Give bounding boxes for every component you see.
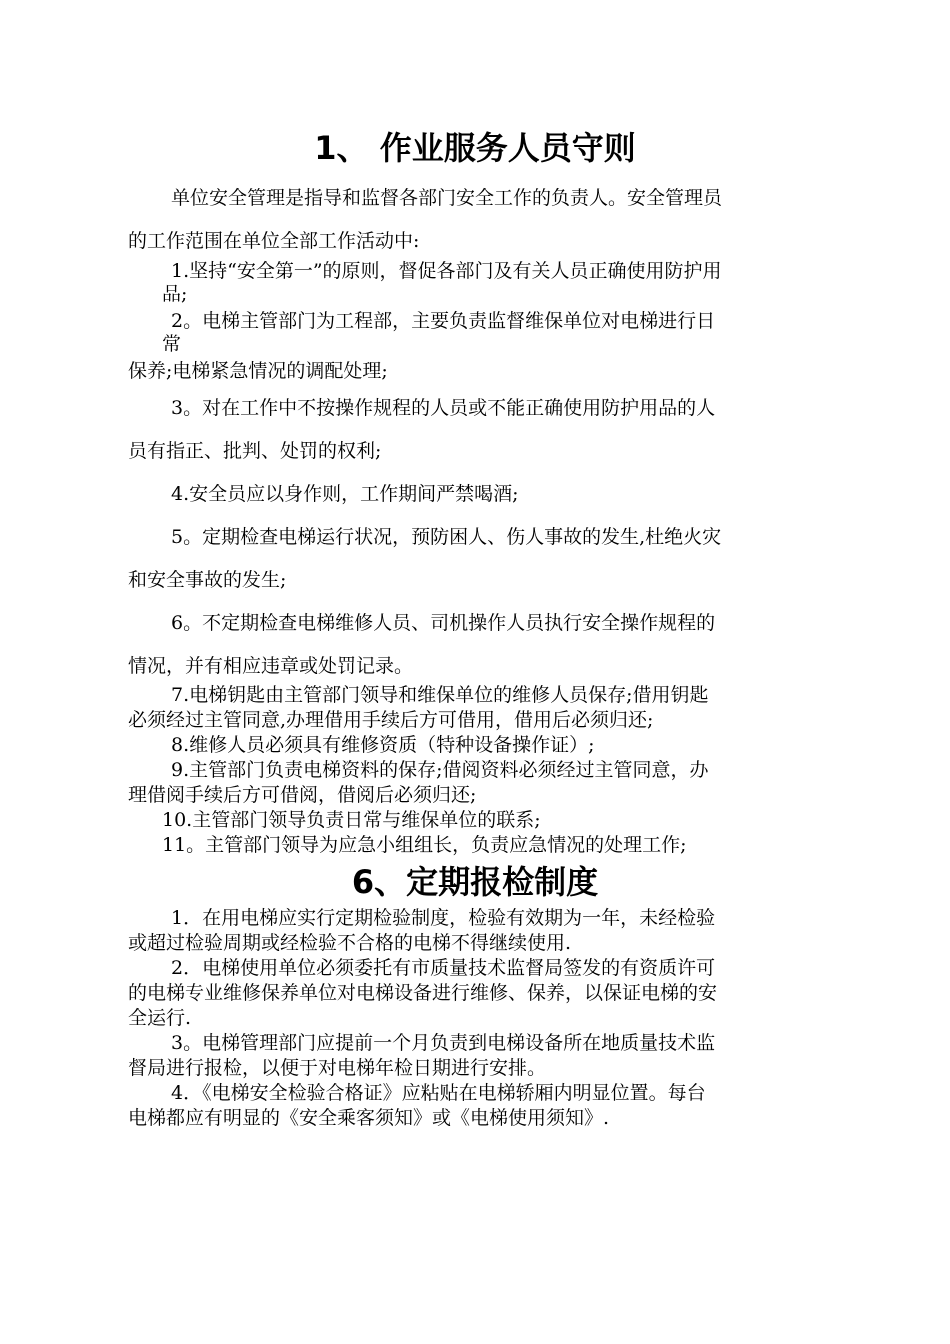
s1-line-3: 1.坚持“安全第一”的原则，督促各部门及有关人员正确使用防护用 <box>171 260 722 282</box>
s1-line-6: 常 <box>162 333 182 355</box>
s1-line-4: 品; <box>162 283 188 305</box>
s1-line-20: 10.主管部门领导负责日常与维保单位的联系; <box>162 809 541 831</box>
s2-line-8: 4．《电梯安全检验合格证》应粘贴在电梯轿厢内明显位置。每台 <box>171 1082 706 1104</box>
s2-line-2: 或超过检验周期或经检验不合格的电梯不得继续使用. <box>128 932 572 954</box>
s1-line-16: 必须经过主管同意,办理借用手续后方可借用，借用后必须归还; <box>128 709 654 731</box>
s2-line-5: 全运行. <box>128 1007 192 1029</box>
s1-line-14: 情况，并有相应违章或处罚记录。 <box>128 655 414 677</box>
s1-line-10: 4.安全员应以身作则，工作期间严禁喝酒; <box>171 483 519 505</box>
s1-line-11: 5。定期检查电梯运行状况，预防困人、伤人事故的发生,杜绝火灾 <box>171 526 722 548</box>
s2-line-1: 1．在用电梯应实行定期检验制度，检验有效期为一年，未经检验 <box>171 907 716 929</box>
section-2-title: 6、定期报检制度 <box>351 863 599 901</box>
s2-line-4: 的电梯专业维修保养单位对电梯设备进行维修、保养，以保证电梯的安 <box>128 982 718 1004</box>
s2-line-9: 电梯都应有明显的《安全乘客须知》或《电梯使用须知》. <box>128 1107 610 1129</box>
s2-line-3: 2．电梯使用单位必须委托有市质量技术监督局签发的有资质许可 <box>171 957 716 979</box>
s1-line-5: 2。电梯主管部门为工程部，主要负责监督维保单位对电梯进行日 <box>171 310 716 332</box>
s2-line-6: 3。电梯管理部门应提前一个月负责到电梯设备所在地质量技术监 <box>171 1032 716 1054</box>
s1-line-21: 11。主管部门领导为应急小组组长，负责应急情况的处理工作; <box>162 834 687 856</box>
s2-line-7: 督局进行报检，以便于对电梯年检日期进行安排。 <box>128 1057 547 1079</box>
s1-line-12: 和安全事故的发生; <box>128 569 287 591</box>
s1-line-1: 单位安全管理是指导和监督各部门安全工作的负责人。安全管理员 <box>171 187 723 209</box>
s1-line-13: 6。不定期检查电梯维修人员、司机操作人员执行安全操作规程的 <box>171 612 716 634</box>
s1-line-15: 7.电梯钥匙由主管部门领导和维保单位的维修人员保存;借用钥匙 <box>171 684 709 706</box>
s1-line-18: 9.主管部门负责电梯资料的保存;借阅资料必须经过主管同意，办 <box>171 759 709 781</box>
s1-line-2: 的工作范围在单位全部工作活动中: <box>128 230 420 252</box>
s1-line-19: 理借阅手续后方可借阅，借阅后必须归还; <box>128 784 477 806</box>
s1-line-9: 员有指正、批判、处罚的权利; <box>128 440 382 462</box>
s1-line-7: 保养;电梯紧急情况的调配处理; <box>128 360 388 382</box>
s1-line-17: 8.维修人员必须具有维修资质（特种设备操作证）; <box>171 734 595 756</box>
section-1-title: 1、 作业服务人员守则 <box>314 129 636 167</box>
s1-line-8: 3。对在工作中不按操作规程的人员或不能正确使用防护用品的人 <box>171 397 716 419</box>
